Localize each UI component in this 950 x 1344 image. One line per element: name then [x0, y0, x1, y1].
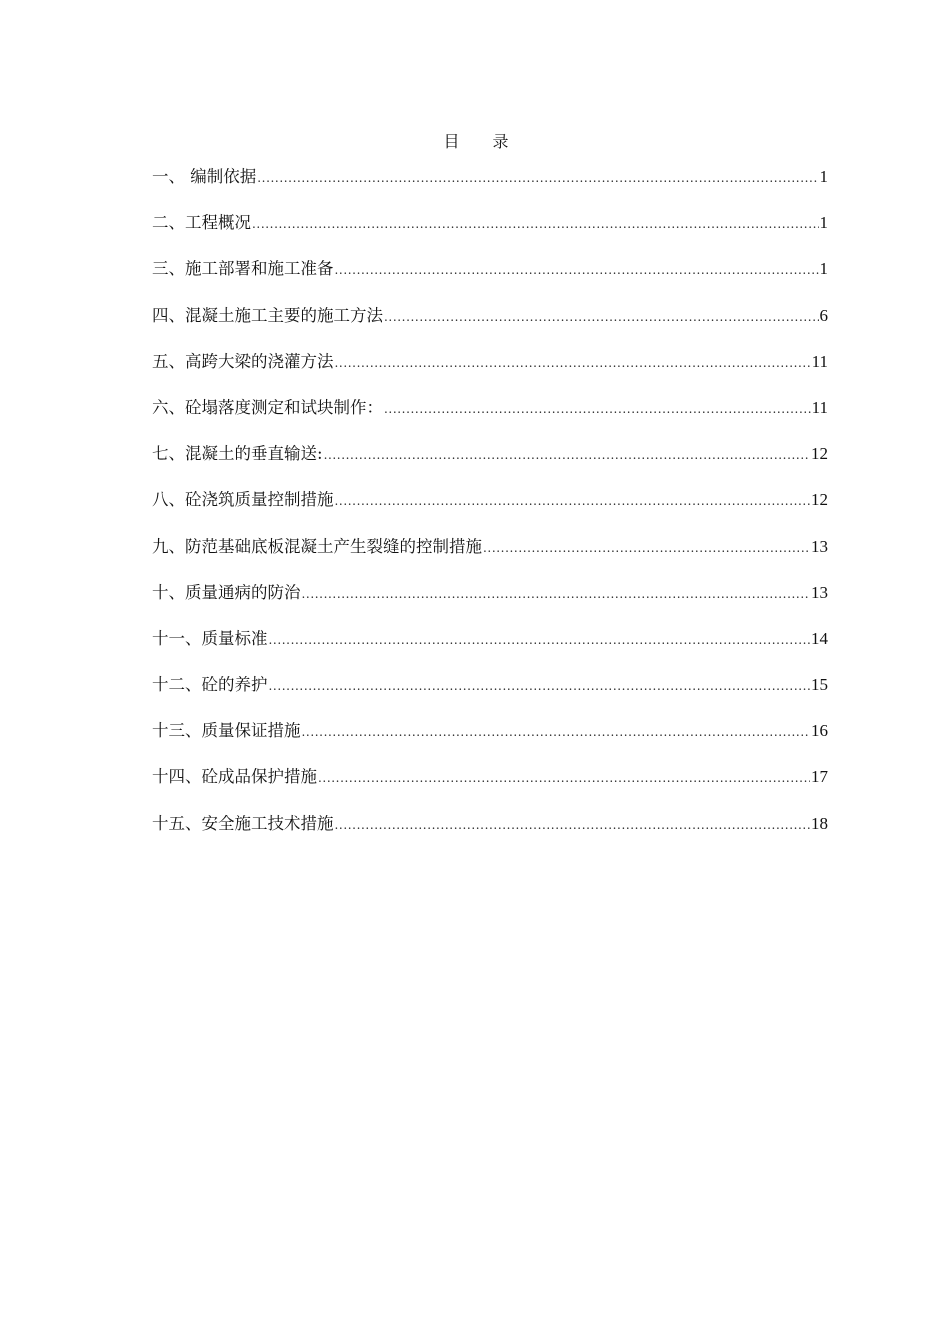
toc-entry-label: 十、质量通病的防治 [152, 582, 301, 602]
toc-entry[interactable] [152, 534, 828, 580]
toc-entry[interactable] [152, 487, 828, 533]
toc-entry[interactable] [152, 718, 828, 764]
toc-entry[interactable] [152, 210, 828, 256]
toc-entry[interactable] [152, 164, 828, 210]
toc-entry[interactable] [152, 395, 828, 441]
toc-dot-leader [324, 442, 810, 468]
toc-entry[interactable] [152, 626, 828, 672]
toc-entry[interactable] [152, 256, 828, 302]
toc-entry-page: 1 [819, 259, 828, 279]
toc-entry-page: 15 [811, 675, 828, 695]
toc-entry-label: 十一、质量标准 [152, 628, 268, 648]
toc-entry-label: 十四、砼成品保护措施 [152, 767, 317, 787]
toc-entry-label: 四、混凝土施工主要的施工方法 [152, 305, 383, 325]
toc-dot-leader [483, 535, 810, 561]
toc-dot-leader [302, 719, 811, 745]
toc-entry-label: 十五、安全施工技术措施 [152, 813, 334, 833]
toc-dot-leader [384, 396, 811, 422]
toc-entry[interactable] [152, 811, 828, 857]
toc-dot-leader [269, 627, 811, 653]
toc-entry-page: 12 [811, 444, 828, 464]
toc-entry[interactable] [152, 441, 828, 487]
toc-title: 目 录 [443, 132, 523, 151]
toc-dot-leader [302, 581, 811, 607]
toc-entry-label: 十三、质量保证措施 [152, 721, 301, 741]
toc-entry-page: 6 [819, 305, 828, 325]
toc-entry-page: 16 [811, 721, 828, 741]
toc-entry-label: 九、防范基础底板混凝土产生裂缝的控制措施 [152, 536, 482, 556]
toc-entry-label: 七、混凝土的垂直输送: [152, 444, 323, 464]
toc-entry-label: 三、施工部署和施工准备 [152, 259, 334, 279]
toc-entry-page: 12 [811, 490, 828, 510]
toc-entry[interactable] [152, 764, 828, 810]
toc-entry-page: 11 [811, 397, 828, 417]
toc-list [152, 164, 828, 857]
toc-entry-page: 13 [811, 536, 828, 556]
toc-dot-leader [384, 304, 819, 330]
toc-entry[interactable] [152, 349, 828, 395]
toc-entry-label: 五、高跨大梁的浇灌方法 [152, 351, 334, 371]
toc-entry-page: 1 [819, 167, 828, 186]
toc-entry-page: 17 [811, 767, 828, 787]
toc-dot-leader [335, 350, 811, 376]
toc-dot-leader [335, 257, 819, 283]
toc-dot-leader [269, 673, 811, 699]
toc-entry-label: 八、砼浇筑质量控制措施 [152, 490, 334, 510]
toc-dot-leader [318, 765, 810, 791]
toc-entry-label: 一、 编制依据 [152, 167, 257, 186]
toc-dot-leader [257, 165, 818, 191]
toc-entry-page: 11 [811, 351, 828, 371]
toc-entry-page: 1 [819, 213, 828, 233]
toc-entry[interactable] [152, 672, 828, 718]
toc-dot-leader [335, 488, 811, 514]
toc-entry-page: 13 [811, 582, 828, 602]
toc-entry-label: 六、砼塌落度测定和试块制作： [152, 397, 383, 417]
toc-entry-label: 十二、砼的养护 [152, 675, 268, 695]
toc-entry-label: 二、工程概况 [152, 213, 251, 233]
toc-entry[interactable] [152, 303, 828, 349]
toc-entry-page: 14 [811, 628, 828, 648]
toc-dot-leader [252, 211, 819, 237]
toc-entry-page: 18 [811, 813, 828, 833]
toc-entry[interactable] [152, 580, 828, 626]
toc-dot-leader [335, 812, 811, 838]
